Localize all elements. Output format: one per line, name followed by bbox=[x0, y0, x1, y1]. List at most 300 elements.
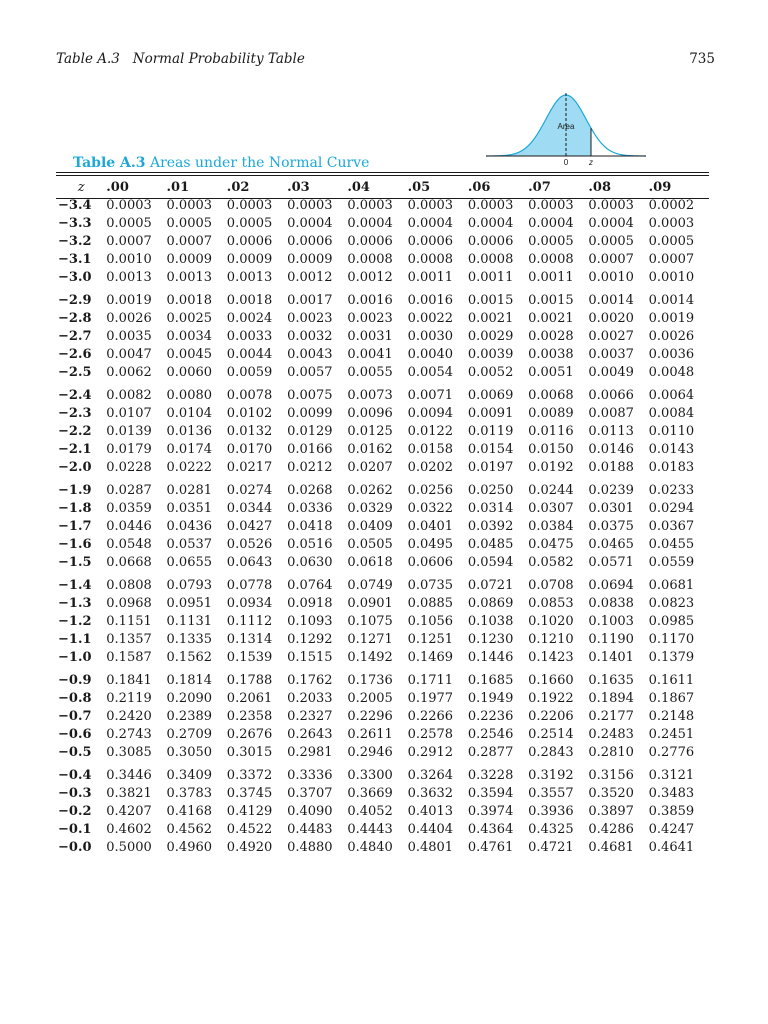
probability-cell: 0.1711 bbox=[407, 673, 454, 688]
probability-cell: 0.4052 bbox=[347, 804, 393, 819]
probability-cell: 0.0030 bbox=[407, 329, 454, 344]
probability-cell: 0.3015 bbox=[226, 745, 273, 760]
z-label: z bbox=[589, 158, 593, 167]
probability-cell: 0.3156 bbox=[588, 768, 634, 783]
probability-cell: 0.2206 bbox=[528, 709, 574, 724]
probability-cell: 0.1190 bbox=[588, 632, 634, 647]
probability-cell: 0.3557 bbox=[528, 786, 574, 801]
probability-cell: 0.0217 bbox=[226, 460, 273, 475]
probability-cell: 0.2676 bbox=[226, 727, 273, 742]
probability-cell: 0.0344 bbox=[226, 501, 273, 516]
probability-cell: 0.3783 bbox=[166, 786, 213, 801]
probability-cell: 0.0188 bbox=[588, 460, 634, 475]
probability-cell: 0.0005 bbox=[528, 234, 574, 249]
probability-cell: 0.0003 bbox=[166, 198, 213, 213]
probability-cell: 0.1357 bbox=[106, 632, 152, 647]
probability-cell: 0.2514 bbox=[528, 727, 574, 742]
probability-cell: 0.0078 bbox=[226, 388, 273, 403]
column-header: .04 bbox=[347, 179, 370, 195]
column-header: .06 bbox=[467, 179, 491, 195]
probability-cell: 0.0122 bbox=[407, 424, 454, 439]
probability-cell: 0.0694 bbox=[588, 578, 634, 593]
probability-cell: 0.0094 bbox=[407, 406, 454, 421]
probability-cell: 0.0885 bbox=[407, 596, 454, 611]
probability-cell: 0.1660 bbox=[528, 673, 574, 688]
probability-cell: 0.0015 bbox=[467, 293, 514, 308]
probability-cell: 0.0170 bbox=[226, 442, 273, 457]
probability-cell: 0.0708 bbox=[528, 578, 574, 593]
probability-cell: 0.1401 bbox=[588, 650, 634, 665]
probability-cell: 0.0044 bbox=[226, 347, 273, 362]
probability-cell: 0.4602 bbox=[106, 822, 152, 837]
probability-cell: 0.0294 bbox=[648, 501, 695, 516]
probability-cell: 0.2946 bbox=[347, 745, 393, 760]
probability-cell: 0.0119 bbox=[467, 424, 514, 439]
probability-cell: 0.4090 bbox=[287, 804, 333, 819]
probability-cell: 0.1131 bbox=[166, 614, 213, 629]
probability-cell: 0.0047 bbox=[106, 347, 152, 362]
probability-cell: 0.0004 bbox=[467, 216, 514, 231]
z-value-cell: −2.1 bbox=[58, 442, 92, 457]
table-header bbox=[56, 177, 709, 197]
probability-cell: 0.1922 bbox=[528, 691, 574, 706]
caption-label: Table A.3 bbox=[73, 155, 146, 171]
probability-cell: 0.0018 bbox=[166, 293, 213, 308]
z-value-cell: −0.8 bbox=[58, 691, 92, 706]
probability-cell: 0.0244 bbox=[528, 483, 574, 498]
probability-cell: 0.0359 bbox=[106, 501, 152, 516]
probability-cell: 0.1292 bbox=[287, 632, 333, 647]
probability-cell: 0.0183 bbox=[648, 460, 695, 475]
z-value-cell: −1.8 bbox=[58, 501, 92, 516]
table-row bbox=[56, 251, 709, 269]
column-header: .07 bbox=[528, 179, 551, 195]
z-value-cell: −1.9 bbox=[58, 483, 92, 498]
probability-cell: 0.0043 bbox=[287, 347, 333, 362]
probability-cell: 0.0099 bbox=[287, 406, 333, 421]
probability-cell: 0.0202 bbox=[407, 460, 454, 475]
probability-cell: 0.0485 bbox=[467, 537, 514, 552]
table-row bbox=[56, 477, 709, 500]
probability-cell: 0.0059 bbox=[226, 365, 273, 380]
probability-cell: 0.3520 bbox=[588, 786, 634, 801]
probability-cell: 0.0132 bbox=[226, 424, 273, 439]
table-row bbox=[56, 310, 709, 328]
probability-cell: 0.0436 bbox=[166, 519, 213, 534]
probability-cell: 0.1814 bbox=[166, 673, 213, 688]
probability-cell: 0.0516 bbox=[287, 537, 333, 552]
probability-cell: 0.0045 bbox=[166, 347, 213, 362]
z-value-cell: −2.3 bbox=[58, 406, 92, 421]
probability-cell: 0.0314 bbox=[467, 501, 514, 516]
probability-cell: 0.3745 bbox=[226, 786, 273, 801]
probability-cell: 0.3974 bbox=[467, 804, 514, 819]
probability-cell: 0.1251 bbox=[407, 632, 454, 647]
probability-cell: 0.0281 bbox=[166, 483, 213, 498]
probability-cell: 0.3050 bbox=[166, 745, 213, 760]
probability-cell: 0.0207 bbox=[347, 460, 393, 475]
probability-cell: 0.3897 bbox=[588, 804, 634, 819]
probability-cell: 0.0011 bbox=[528, 270, 574, 285]
probability-cell: 0.3936 bbox=[528, 804, 574, 819]
z-value-cell: −3.2 bbox=[58, 234, 92, 249]
header-table-ref: Table A.3 bbox=[56, 51, 120, 67]
area-label: Area bbox=[557, 122, 575, 131]
probability-cell: 0.1635 bbox=[588, 673, 634, 688]
probability-cell: 0.0080 bbox=[166, 388, 213, 403]
caption-text: Areas under the Normal Curve bbox=[149, 155, 370, 171]
probability-cell: 0.1314 bbox=[226, 632, 273, 647]
probability-cell: 0.0869 bbox=[467, 596, 514, 611]
probability-cell: 0.0158 bbox=[407, 442, 454, 457]
probability-cell: 0.0003 bbox=[287, 198, 333, 213]
probability-cell: 0.0034 bbox=[166, 329, 213, 344]
probability-cell: 0.0287 bbox=[106, 483, 152, 498]
probability-cell: 0.0021 bbox=[528, 311, 574, 326]
probability-cell: 0.0007 bbox=[588, 252, 634, 267]
table-row bbox=[56, 459, 709, 477]
probability-cell: 0.3264 bbox=[407, 768, 454, 783]
z-value-cell: −0.5 bbox=[58, 745, 92, 760]
probability-cell: 0.3409 bbox=[166, 768, 213, 783]
probability-cell: 0.0024 bbox=[226, 311, 273, 326]
probability-cell: 0.4562 bbox=[166, 822, 213, 837]
probability-cell: 0.0075 bbox=[287, 388, 333, 403]
probability-cell: 0.0179 bbox=[106, 442, 152, 457]
probability-cell: 0.1894 bbox=[588, 691, 634, 706]
probability-cell: 0.0016 bbox=[407, 293, 454, 308]
z-value-cell: −3.1 bbox=[58, 252, 92, 267]
table-row bbox=[56, 215, 709, 233]
z-value-cell: −2.7 bbox=[58, 329, 92, 344]
probability-cell: 0.0012 bbox=[347, 270, 393, 285]
probability-cell: 0.0040 bbox=[407, 347, 454, 362]
probability-cell: 0.0091 bbox=[467, 406, 514, 421]
probability-cell: 0.0808 bbox=[106, 578, 152, 593]
column-header: .09 bbox=[648, 179, 672, 195]
probability-cell: 0.0537 bbox=[166, 537, 213, 552]
probability-cell: 0.1841 bbox=[106, 673, 152, 688]
table-body bbox=[56, 197, 709, 857]
probability-cell: 0.0003 bbox=[588, 198, 634, 213]
probability-cell: 0.0102 bbox=[226, 406, 273, 421]
probability-cell: 0.4761 bbox=[467, 840, 514, 855]
probability-cell: 0.4920 bbox=[226, 840, 273, 855]
table-row bbox=[56, 744, 709, 762]
table-row bbox=[56, 726, 709, 744]
header-table-name: Normal Probability Table bbox=[132, 51, 305, 67]
z-value-cell: −0.3 bbox=[58, 786, 92, 801]
probability-cell: 0.2148 bbox=[648, 709, 695, 724]
probability-cell: 0.2296 bbox=[347, 709, 393, 724]
probability-cell: 0.0301 bbox=[588, 501, 634, 516]
probability-cell: 0.4364 bbox=[467, 822, 514, 837]
probability-cell: 0.0110 bbox=[648, 424, 695, 439]
probability-cell: 0.1977 bbox=[407, 691, 454, 706]
probability-cell: 0.0028 bbox=[528, 329, 574, 344]
z-value-cell: −3.3 bbox=[58, 216, 92, 231]
probability-cell: 0.0089 bbox=[528, 406, 574, 421]
probability-cell: 0.3669 bbox=[347, 786, 393, 801]
probability-cell: 0.0129 bbox=[287, 424, 333, 439]
z-value-cell: −0.7 bbox=[58, 709, 92, 724]
probability-cell: 0.0018 bbox=[226, 293, 273, 308]
probability-cell: 0.1056 bbox=[407, 614, 454, 629]
probability-cell: 0.0027 bbox=[588, 329, 634, 344]
probability-cell: 0.4641 bbox=[648, 840, 695, 855]
probability-cell: 0.0336 bbox=[287, 501, 333, 516]
table-row bbox=[56, 839, 709, 857]
probability-cell: 0.0021 bbox=[467, 311, 514, 326]
table-row bbox=[56, 554, 709, 572]
probability-cell: 0.2810 bbox=[588, 745, 634, 760]
probability-cell: 0.0003 bbox=[347, 198, 393, 213]
column-header: .05 bbox=[407, 179, 431, 195]
probability-cell: 0.0020 bbox=[588, 311, 634, 326]
probability-cell: 0.0009 bbox=[287, 252, 333, 267]
probability-cell: 0.1587 bbox=[106, 650, 152, 665]
probability-cell: 0.0104 bbox=[166, 406, 213, 421]
probability-cell: 0.0035 bbox=[106, 329, 152, 344]
probability-cell: 0.0228 bbox=[106, 460, 152, 475]
probability-cell: 0.0003 bbox=[407, 198, 454, 213]
table-row bbox=[56, 364, 709, 382]
probability-cell: 0.1271 bbox=[347, 632, 393, 647]
probability-cell: 0.0008 bbox=[347, 252, 393, 267]
zero-label: 0 bbox=[563, 158, 569, 167]
probability-cell: 0.0060 bbox=[166, 365, 213, 380]
header-row bbox=[56, 177, 709, 197]
probability-cell: 0.2546 bbox=[467, 727, 514, 742]
probability-cell: 0.0212 bbox=[287, 460, 333, 475]
probability-cell: 0.0197 bbox=[467, 460, 514, 475]
probability-cell: 0.4801 bbox=[407, 840, 454, 855]
probability-cell: 0.0749 bbox=[347, 578, 393, 593]
probability-cell: 0.3121 bbox=[648, 768, 695, 783]
probability-cell: 0.0838 bbox=[588, 596, 634, 611]
probability-cell: 0.3372 bbox=[226, 768, 273, 783]
probability-cell: 0.0455 bbox=[648, 537, 695, 552]
probability-cell: 0.0026 bbox=[648, 329, 695, 344]
probability-cell: 0.0010 bbox=[106, 252, 152, 267]
probability-cell: 0.2483 bbox=[588, 727, 634, 742]
probability-cell: 0.0041 bbox=[347, 347, 393, 362]
probability-cell: 0.0055 bbox=[347, 365, 393, 380]
probability-cell: 0.0475 bbox=[528, 537, 574, 552]
probability-cell: 0.0023 bbox=[287, 311, 333, 326]
probability-cell: 0.4168 bbox=[166, 804, 213, 819]
probability-cell: 0.2005 bbox=[347, 691, 393, 706]
probability-cell: 0.2776 bbox=[648, 745, 695, 760]
probability-cell: 0.0113 bbox=[588, 424, 634, 439]
probability-cell: 0.0002 bbox=[648, 198, 695, 213]
probability-cell: 0.1469 bbox=[407, 650, 454, 665]
probability-cell: 0.0033 bbox=[226, 329, 273, 344]
z-value-cell: −2.4 bbox=[58, 388, 92, 403]
probability-cell: 0.1230 bbox=[467, 632, 514, 647]
probability-cell: 0.0011 bbox=[467, 270, 514, 285]
table-row bbox=[56, 287, 709, 310]
probability-cell: 0.3300 bbox=[347, 768, 393, 783]
normal-table bbox=[56, 177, 709, 857]
z-value-cell: −1.0 bbox=[58, 650, 92, 665]
probability-cell: 0.0446 bbox=[106, 519, 152, 534]
probability-cell: 0.0778 bbox=[226, 578, 273, 593]
probability-cell: 0.0003 bbox=[106, 198, 152, 213]
probability-cell: 0.0351 bbox=[166, 501, 213, 516]
probability-cell: 0.0003 bbox=[528, 198, 574, 213]
probability-cell: 0.0823 bbox=[648, 596, 695, 611]
probability-cell: 0.1093 bbox=[287, 614, 333, 629]
probability-cell: 0.0004 bbox=[528, 216, 574, 231]
probability-cell: 0.0008 bbox=[528, 252, 574, 267]
probability-cell: 0.2709 bbox=[166, 727, 213, 742]
probability-cell: 0.0409 bbox=[347, 519, 393, 534]
probability-cell: 0.1003 bbox=[588, 614, 634, 629]
probability-cell: 0.2420 bbox=[106, 709, 152, 724]
probability-cell: 0.0125 bbox=[347, 424, 393, 439]
probability-cell: 0.0005 bbox=[106, 216, 152, 231]
probability-cell: 0.0025 bbox=[166, 311, 213, 326]
probability-cell: 0.3228 bbox=[467, 768, 514, 783]
probability-cell: 0.0054 bbox=[407, 365, 454, 380]
probability-cell: 0.0004 bbox=[407, 216, 454, 231]
probability-cell: 0.0003 bbox=[648, 216, 695, 231]
probability-cell: 0.2743 bbox=[106, 727, 152, 742]
probability-cell: 0.0084 bbox=[648, 406, 695, 421]
probability-cell: 0.0107 bbox=[106, 406, 152, 421]
probability-cell: 0.2578 bbox=[407, 727, 454, 742]
probability-cell: 0.2912 bbox=[407, 745, 454, 760]
probability-cell: 0.2877 bbox=[467, 745, 514, 760]
table-row bbox=[56, 382, 709, 405]
probability-cell: 0.0274 bbox=[226, 483, 273, 498]
column-header: .08 bbox=[588, 179, 612, 195]
probability-cell: 0.0005 bbox=[226, 216, 273, 231]
probability-cell: 0.0003 bbox=[467, 198, 514, 213]
probability-cell: 0.0192 bbox=[528, 460, 574, 475]
z-value-cell: −1.2 bbox=[58, 614, 92, 629]
probability-cell: 0.3446 bbox=[106, 768, 152, 783]
probability-cell: 0.2090 bbox=[166, 691, 213, 706]
probability-cell: 0.0735 bbox=[407, 578, 454, 593]
probability-cell: 0.0154 bbox=[467, 442, 514, 457]
probability-cell: 0.0139 bbox=[106, 424, 152, 439]
probability-cell: 0.1020 bbox=[528, 614, 574, 629]
table-row bbox=[56, 667, 709, 690]
probability-cell: 0.0022 bbox=[407, 311, 454, 326]
z-value-cell: −3.0 bbox=[58, 270, 92, 285]
probability-cell: 0.0015 bbox=[528, 293, 574, 308]
z-value-cell: −1.4 bbox=[58, 578, 92, 593]
table-row bbox=[56, 690, 709, 708]
probability-cell: 0.0239 bbox=[588, 483, 634, 498]
probability-cell: 0.1112 bbox=[226, 614, 273, 629]
probability-cell: 0.1685 bbox=[467, 673, 514, 688]
probability-cell: 0.0014 bbox=[648, 293, 695, 308]
probability-cell: 0.4721 bbox=[528, 840, 574, 855]
probability-cell: 0.0008 bbox=[467, 252, 514, 267]
probability-cell: 0.0721 bbox=[467, 578, 514, 593]
table-row bbox=[56, 613, 709, 631]
probability-cell: 0.4960 bbox=[166, 840, 213, 855]
table-row bbox=[56, 269, 709, 287]
z-value-cell: −0.2 bbox=[58, 804, 92, 819]
probability-cell: 0.0005 bbox=[166, 216, 213, 231]
probability-cell: 0.1170 bbox=[648, 632, 695, 647]
column-header: .00 bbox=[106, 179, 129, 195]
probability-cell: 0.0007 bbox=[106, 234, 152, 249]
table-row bbox=[56, 536, 709, 554]
probability-cell: 0.0087 bbox=[588, 406, 634, 421]
z-value-cell: −2.6 bbox=[58, 347, 92, 362]
probability-cell: 0.0037 bbox=[588, 347, 634, 362]
probability-cell: 0.0005 bbox=[588, 234, 634, 249]
probability-cell: 0.0329 bbox=[347, 501, 393, 516]
probability-cell: 0.4483 bbox=[287, 822, 333, 837]
probability-cell: 0.4207 bbox=[106, 804, 152, 819]
probability-cell: 0.2177 bbox=[588, 709, 634, 724]
probability-cell: 0.2843 bbox=[528, 745, 574, 760]
probability-cell: 0.1446 bbox=[467, 650, 514, 665]
probability-cell: 0.0174 bbox=[166, 442, 213, 457]
probability-cell: 0.1379 bbox=[648, 650, 695, 665]
probability-cell: 0.4681 bbox=[588, 840, 634, 855]
probability-cell: 0.0495 bbox=[407, 537, 454, 552]
probability-cell: 0.4013 bbox=[407, 804, 454, 819]
probability-cell: 0.0057 bbox=[287, 365, 333, 380]
probability-cell: 0.3707 bbox=[287, 786, 333, 801]
probability-cell: 0.3821 bbox=[106, 786, 152, 801]
table-row bbox=[56, 423, 709, 441]
probability-cell: 0.2389 bbox=[166, 709, 213, 724]
table-row bbox=[56, 346, 709, 364]
z-value-cell: −0.9 bbox=[58, 673, 92, 688]
probability-cell: 0.1492 bbox=[347, 650, 393, 665]
probability-cell: 0.0052 bbox=[467, 365, 514, 380]
probability-cell: 0.0375 bbox=[588, 519, 634, 534]
probability-cell: 0.0233 bbox=[648, 483, 695, 498]
probability-cell: 0.0322 bbox=[407, 501, 454, 516]
probability-cell: 0.0006 bbox=[226, 234, 273, 249]
probability-cell: 0.0007 bbox=[166, 234, 213, 249]
probability-cell: 0.0764 bbox=[287, 578, 333, 593]
column-header-z: z bbox=[77, 179, 85, 195]
column-header: .02 bbox=[226, 179, 250, 195]
probability-cell: 0.0006 bbox=[407, 234, 454, 249]
probability-cell: 0.0013 bbox=[226, 270, 273, 285]
probability-cell: 0.1949 bbox=[467, 691, 514, 706]
table-caption bbox=[73, 155, 369, 171]
probability-cell: 0.0418 bbox=[287, 519, 333, 534]
probability-cell: 0.2119 bbox=[106, 691, 152, 706]
z-value-cell: −2.0 bbox=[58, 460, 92, 475]
probability-cell: 0.0934 bbox=[226, 596, 273, 611]
table-row bbox=[56, 762, 709, 785]
probability-cell: 0.2236 bbox=[467, 709, 514, 724]
probability-cell: 0.1539 bbox=[226, 650, 273, 665]
probability-cell: 0.0031 bbox=[347, 329, 393, 344]
probability-cell: 0.0526 bbox=[226, 537, 273, 552]
page-number: 735 bbox=[689, 51, 715, 67]
probability-cell: 0.0559 bbox=[648, 555, 695, 570]
table-row bbox=[56, 821, 709, 839]
probability-cell: 0.0548 bbox=[106, 537, 152, 552]
table-row bbox=[56, 595, 709, 613]
probability-cell: 0.2033 bbox=[287, 691, 333, 706]
z-value-cell: −2.9 bbox=[58, 293, 92, 308]
probability-cell: 0.0465 bbox=[588, 537, 634, 552]
